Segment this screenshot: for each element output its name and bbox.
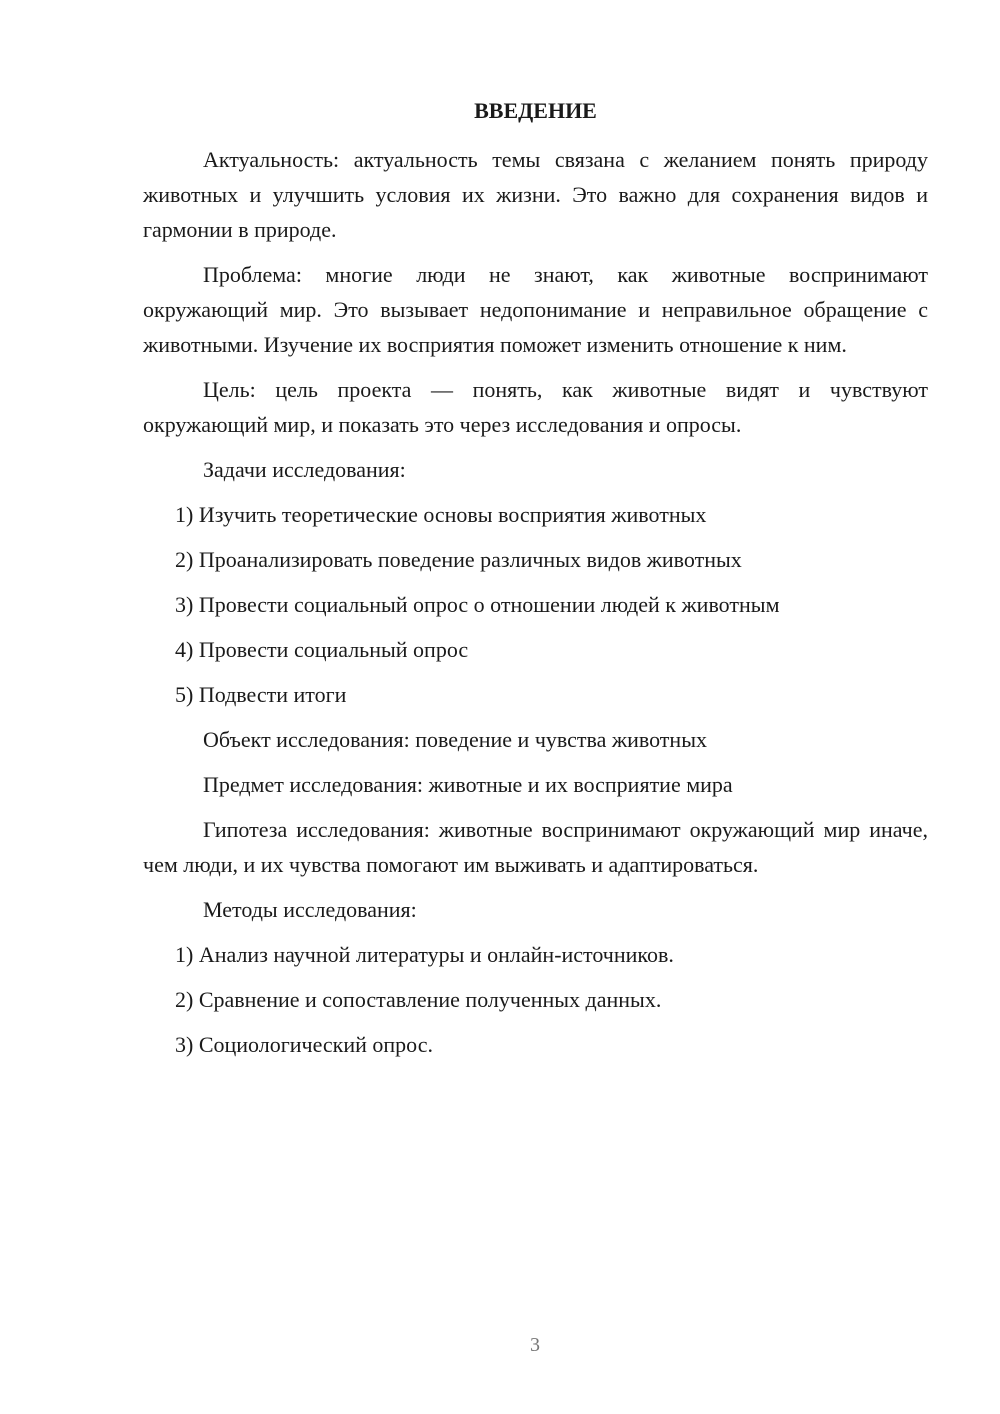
method-item: 1) Анализ научной литературы и онлайн-источников. (175, 942, 674, 967)
tasks-heading: Задачи исследования: (203, 457, 406, 482)
methods-heading: Методы исследования: (203, 897, 417, 922)
page-number: 3 (530, 1334, 540, 1356)
hypothesis-paragraph: Гипотеза исследования: животные воспринимают окружающий мир иначе, чем люди, и их чувства помогают им выживать и адаптироваться. (143, 817, 928, 877)
task-item: 3) Провести социальный опрос о отношении людей к животным (175, 592, 780, 617)
task-item: 4) Провести социальный опрос (175, 637, 469, 662)
method-item: 2) Сравнение и сопоставление полученных данных. (175, 987, 662, 1012)
relevance-paragraph: Актуальность: актуальность темы связана с желанием понять природу животных и улучшить условия их жизни. Это важно для сохранения видов и гармонии в природе. (143, 147, 928, 242)
task-item: 5) Подвести итоги (175, 682, 347, 707)
goal-paragraph: Цель: цель проекта — понять, как животные видят и чувствуют окружающий мир, и показать это через исследования и опросы. (143, 377, 928, 437)
section-title: ВВЕДЕНИЕ (474, 98, 597, 123)
method-item: 3) Социологический опрос. (175, 1032, 433, 1057)
subject-line: Предмет исследования: животные и их восприятие мира (203, 772, 733, 797)
page-content (143, 96, 928, 1072)
task-item: 2) Проанализировать поведение различных видов животных (175, 547, 742, 572)
object-line: Объект исследования: поведение и чувства животных (203, 727, 707, 752)
problem-paragraph: Проблема: многие люди не знают, как животные воспринимают окружающий мир. Это вызывает недопонимание и неправильное обращение с животными. Изучение их восприятия поможет изменить отношение к ним. (143, 262, 928, 357)
task-item: 1) Изучить теоретические основы восприятия животных (175, 502, 707, 527)
